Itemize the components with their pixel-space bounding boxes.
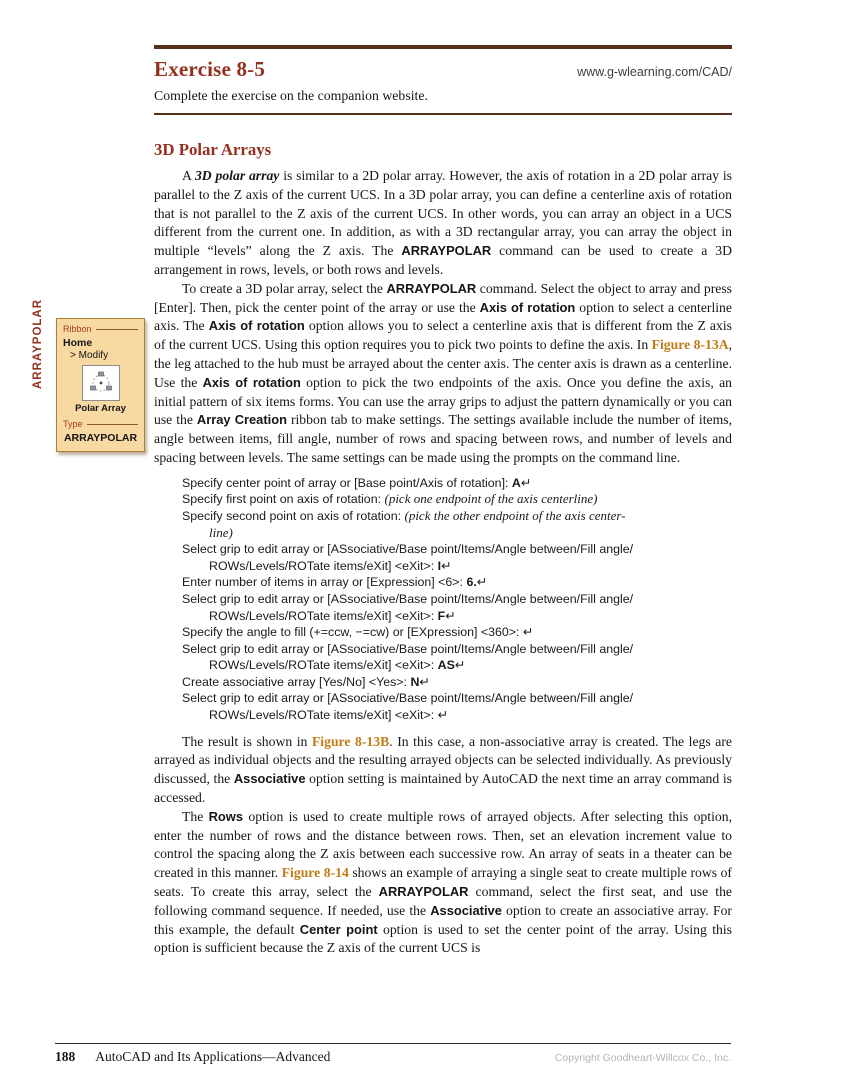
command-line — [182, 624, 732, 641]
command-name: Axis of rotation — [479, 299, 576, 315]
user-input: AS — [437, 658, 455, 673]
text-segment: option setting is maintained by AutoCAD the next time an array command is accessed. — [154, 771, 733, 806]
term-emphasis: 3D polar array — [194, 168, 280, 183]
text-segment: Create associative array [Yes/No] <Yes>: — [182, 674, 411, 689]
text-segment: ↵ — [445, 608, 456, 623]
ribbon-reference-box — [56, 318, 145, 452]
text-segment: command can be used to create a 3D arrangement in rows, levels, or both rows and levels. — [154, 243, 732, 277]
text-segment: Specify second point on axis of rotation: — [182, 508, 405, 523]
command-line — [182, 574, 732, 591]
polar-array-icon — [87, 370, 115, 396]
command-line — [182, 674, 732, 691]
text-segment: option to pick the two endpoints of the axis. Once you define the axis, an initial pattern of six items forms. You can use the array grips to adjust the pattern dynamically or you can use the — [154, 374, 732, 428]
paragraph — [154, 733, 732, 808]
command-line — [182, 508, 732, 525]
command-name: Axis of rotation — [208, 318, 305, 334]
text-segment: The — [182, 808, 209, 824]
command-name: ARRAYPOLAR — [378, 884, 469, 900]
ribbon-rule — [96, 329, 138, 330]
vertical-command-label: ARRAYPOLAR — [32, 298, 44, 390]
command-name: ARRAYPOLAR — [386, 280, 477, 296]
text-segment: A — [182, 168, 195, 183]
figure-reference: Figure 8-13A — [651, 337, 729, 353]
text-segment: ↵ — [454, 658, 466, 673]
ribbon-path-home: Home — [63, 337, 93, 349]
section-heading: 3D Polar Arrays — [154, 140, 272, 159]
text-segment: ROWs/Levels/ROTate items/eXit] <eXit>: ↵ — [209, 708, 448, 723]
command-line — [182, 475, 732, 492]
command-line — [182, 707, 732, 724]
type-label: Type — [63, 419, 83, 429]
text-segment: Enter number of items in array or [Expression] <6>: — [182, 575, 467, 590]
body-paragraphs-after — [154, 733, 732, 959]
exercise-header — [154, 57, 732, 82]
ribbon-label: Ribbon — [63, 324, 92, 334]
icon-frame — [82, 365, 120, 401]
command-line — [182, 657, 732, 674]
text-segment: option allows you to select a centerline axis that is different from the Z axis of the current UCS. Using this option requires you to pick two points to define the axis. In — [154, 318, 732, 353]
command-line — [182, 591, 732, 608]
command-name: ARRAYPOLAR — [401, 243, 492, 259]
text-segment: Specify the angle to fill (+=ccw, −=cw) or [EXpression] <360>: ↵ — [182, 625, 534, 640]
paragraph — [154, 280, 732, 468]
user-input: 6. — [466, 575, 477, 590]
text-segment: The result is shown in — [182, 733, 312, 749]
command-sequence — [154, 475, 732, 724]
command-name: Rows — [208, 808, 244, 824]
command-line — [182, 608, 732, 625]
command-line — [182, 690, 732, 707]
text-segment: shows an example of arraying a single seat to create multiple rows of seats. To create this array, select the — [154, 865, 732, 900]
text-segment: command, select the first seat, and use the following command sequence. If needed, use the — [154, 884, 732, 918]
command-line — [182, 525, 732, 542]
text-segment: ↵ — [441, 558, 452, 573]
book-title: AutoCAD and Its Applications—Advanced — [95, 1049, 331, 1064]
content-column — [154, 0, 732, 958]
command-name: Array Creation — [196, 412, 287, 428]
text-segment: ↵ — [520, 475, 532, 490]
top-rule — [154, 45, 732, 49]
text-segment: ROWs/Levels/ROTate items/eXit] <eXit>: — [209, 608, 438, 623]
command-name: Associative — [233, 771, 306, 787]
user-input: A — [511, 475, 521, 490]
type-rule — [87, 424, 138, 425]
text-segment: Select grip to edit array or [ASsociative/Base point/Items/Angle between/Fill angle/ — [182, 691, 634, 706]
text-segment: ROWs/Levels/ROTate items/eXit] <eXit>: — [209, 558, 438, 573]
text-segment: ↵ — [476, 575, 488, 590]
type-label-row — [63, 419, 138, 429]
instruction-note: (pick one endpoint of the axis centerline) — [384, 491, 598, 507]
text-segment: Select grip to edit array or [ASsociative/Base point/Items/Angle between/Fill angle/ — [182, 591, 634, 606]
command-name: Associative — [430, 902, 502, 918]
text-segment: Specify first point on axis of rotation: — [182, 492, 385, 507]
instruction-note: (pick the other endpoint of the axis center- — [404, 507, 626, 523]
paragraph — [154, 167, 732, 280]
command-line — [182, 491, 732, 508]
text-segment: Specify center point of array or [Base point/Axis of rotation]: — [182, 475, 512, 490]
footer — [55, 1043, 731, 1065]
text-segment: option is used to set the center point of the array. Using this option is sufficient because the Z axis of the current UCS is — [154, 921, 732, 956]
figure-reference: Figure 8-14 — [281, 865, 349, 881]
text-segment: option is used to create multiple rows of arrayed objects. After selecting this option, enter the number of rows and the distance between rows. Then, set an elevation increment value to control the spacing along the Z axis between each successive row. An array of seats in a theater can be created in this manner. — [154, 808, 732, 881]
command-line — [182, 541, 732, 558]
type-command: ARRAYPOLAR — [63, 432, 138, 444]
exercise-url: www.g-wlearning.com/CAD/ — [577, 65, 732, 79]
page-number: 188 — [55, 1049, 76, 1064]
text-segment: , the leg attached to the hub must be arrayed about the center axis. The center axis is drawn as a centerline. Use the — [154, 337, 733, 390]
text-segment: ribbon tab to make settings. The settings available include the number of items, angle between items, fill angle, number of rows and spacing between rows, and number of levels and spacing between levels. The same settings can be made using the prompts on the command line. — [154, 412, 732, 465]
user-input: F — [437, 608, 446, 623]
paragraph — [154, 808, 732, 958]
text-segment: option to create an associative array. For this example, the default — [154, 902, 732, 937]
command-line — [182, 641, 732, 658]
ribbon-label-row — [63, 324, 138, 334]
command-name: Center point — [299, 921, 378, 937]
text-segment: is similar to a 2D polar array. However, the axis of rotation in a 2D polar array is parallel to the Z axis of the current UCS. In a 3D polar array, you can define a centerline axis of rotation that is not parallel to the Z axis of the current UCS. In other words, you can array an object in a UCS different from the current one. In addition, as with a 3D rectangular array, you can array the object in multiple “levels” along the Z axis. The — [154, 168, 732, 259]
user-input: I — [437, 558, 442, 573]
instruction-note: line) — [209, 524, 233, 540]
text-segment: . In this case, a non-associative array is created. The legs are arrayed as individual objects and the resulting arrayed objects can be selected individually. As previously discussed, the — [154, 733, 732, 787]
body-paragraphs-before — [154, 167, 732, 468]
icon-caption: Polar Array — [75, 403, 126, 414]
divider-rule — [154, 113, 732, 115]
command-name: Axis of rotation — [202, 374, 301, 390]
exercise-subtitle: Complete the exercise on the companion website. — [154, 88, 428, 103]
exercise-title: Exercise 8-5 — [154, 57, 266, 81]
text-segment: Select grip to edit array or [ASsociative/Base point/Items/Angle between/Fill angle/ — [182, 542, 634, 557]
text-segment: ROWs/Levels/ROTate items/eXit] <eXit>: — [209, 658, 438, 673]
text-segment: command. Select the object to array and press [Enter]. Then, pick the center point of the array or use the — [154, 280, 733, 315]
text-segment: ↵ — [419, 674, 430, 689]
text-segment: Select grip to edit array or [ASsociative/Base point/Items/Angle between/Fill angle/ — [182, 641, 634, 656]
text-segment: option to select a centerline axis. The — [154, 299, 732, 334]
figure-reference: Figure 8-13B — [311, 733, 390, 749]
copyright-text: Copyright Goodheart-Willcox Co., Inc. — [554, 1052, 731, 1064]
command-line — [182, 558, 732, 575]
ribbon-path-modify: > Modify — [70, 350, 109, 361]
user-input: N — [410, 674, 420, 689]
text-segment: To create a 3D polar array, select the — [182, 280, 387, 296]
